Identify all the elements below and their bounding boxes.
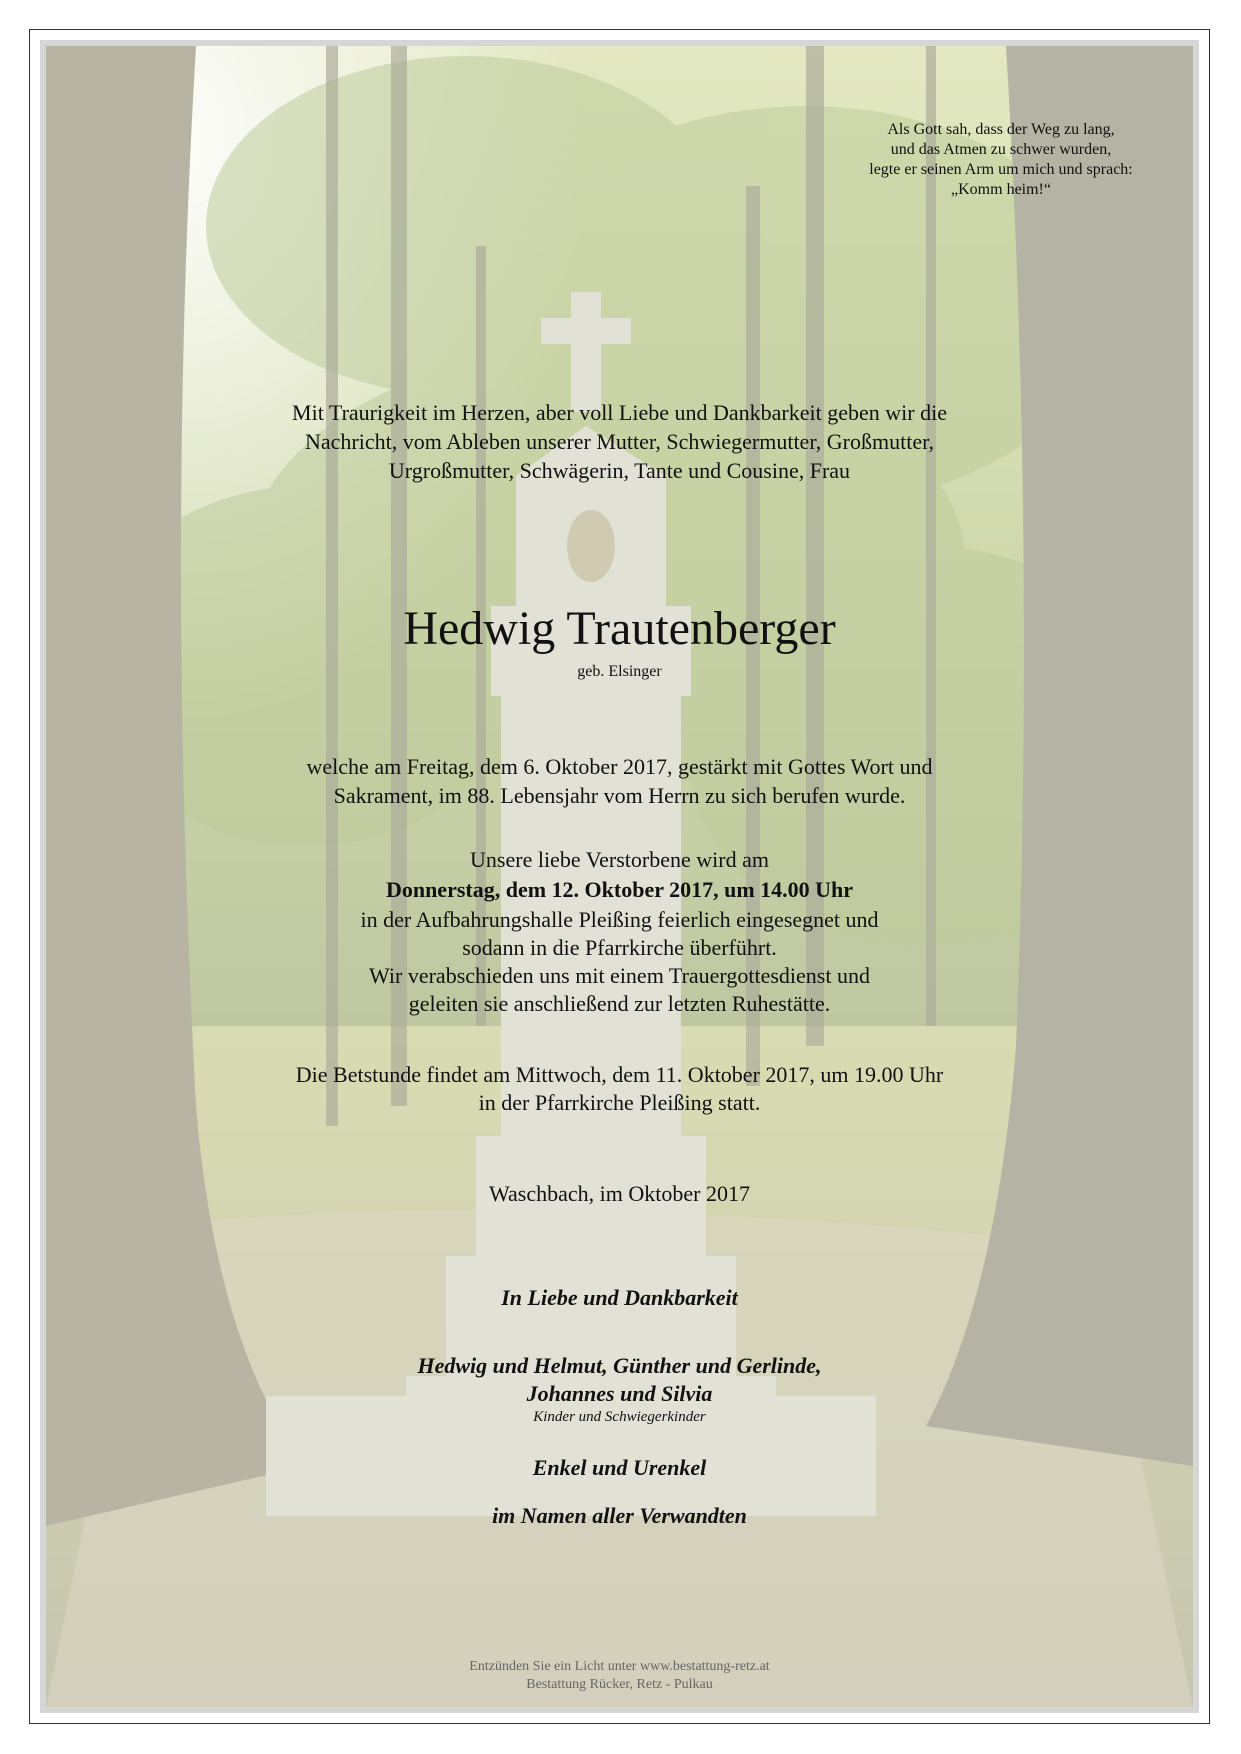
ceremony-line: sodann in die Pfarrkirche überführt.: [462, 935, 777, 960]
memorial-quote: [836, 120, 1166, 200]
obituary-card: [40, 40, 1199, 1713]
obituary-text: [46, 46, 1193, 1707]
quote-line: und das Atmen zu schwer wurden,: [890, 141, 1112, 158]
prayer-hour: [46, 1061, 1193, 1117]
funeral-ceremony: [46, 846, 1193, 1018]
intro-line: Nachricht, vom Ableben unserer Mutter, Schwiegermutter, Großmutter,: [304, 429, 935, 454]
deceased-name: Hedwig Trautenberger: [403, 602, 836, 655]
signature-love: In Liebe und Dankbarkeit: [501, 1285, 738, 1310]
ceremony-line: geleiten sie anschließend zur letzten Ruhestätte.: [408, 991, 831, 1016]
quote-line: „Komm heim!“: [951, 181, 1051, 198]
footer-line: Bestattung Rücker, Retz - Pulkau: [526, 1677, 713, 1692]
death-line: Sakrament, im 88. Lebensjahr vom Herrn zu sich berufen wurde.: [333, 783, 906, 808]
quote-line: Als Gott sah, dass der Weg zu lang,: [887, 121, 1115, 138]
intro-line: Mit Traurigkeit im Herzen, aber voll Liebe und Dankbarkeit geben wir die: [292, 400, 947, 425]
signature-relatives: im Namen aller Verwandten: [492, 1503, 747, 1528]
birth-name: geb. Elsinger: [577, 663, 662, 680]
announcement-intro: [46, 398, 1193, 485]
footer-line: Entzünden Sie ein Licht unter www.bestattung-retz.at: [469, 1659, 770, 1674]
prayer-line: Die Betstunde findet am Mittwoch, dem 11. Oktober 2017, um 19.00 Uhr: [295, 1062, 944, 1087]
ceremony-line: in der Aufbahrungshalle Pleißing feierlich eingesegnet und: [360, 907, 879, 932]
signature-children: [46, 1352, 1193, 1408]
funeral-home-footer: [46, 1658, 1193, 1694]
ceremony-date: Donnerstag, dem 12. Oktober 2017, um 14.00 Uhr: [385, 877, 854, 902]
death-line: welche am Freitag, dem 6. Oktober 2017, gestärkt mit Gottes Wort und: [306, 754, 933, 779]
ceremony-line: Wir verabschieden uns mit einem Trauergottesdienst und: [369, 963, 870, 988]
place-and-date: Waschbach, im Oktober 2017: [489, 1181, 750, 1206]
children-line: Hedwig und Helmut, Günther und Gerlinde,: [417, 1353, 822, 1378]
signature-grandchildren: Enkel und Urenkel: [532, 1455, 707, 1480]
prayer-line: in der Pfarrkirche Pleißing statt.: [478, 1090, 761, 1115]
death-notice: [46, 752, 1193, 810]
children-line: Johannes und Silvia: [526, 1381, 713, 1406]
quote-line: legte er seinen Arm um mich und sprach:: [869, 161, 1133, 178]
children-caption: Kinder und Schwiegerkinder: [533, 1409, 706, 1425]
ceremony-intro: Unsere liebe Verstorbene wird am: [470, 847, 769, 872]
intro-line: Urgroßmutter, Schwägerin, Tante und Cousine, Frau: [388, 458, 851, 483]
